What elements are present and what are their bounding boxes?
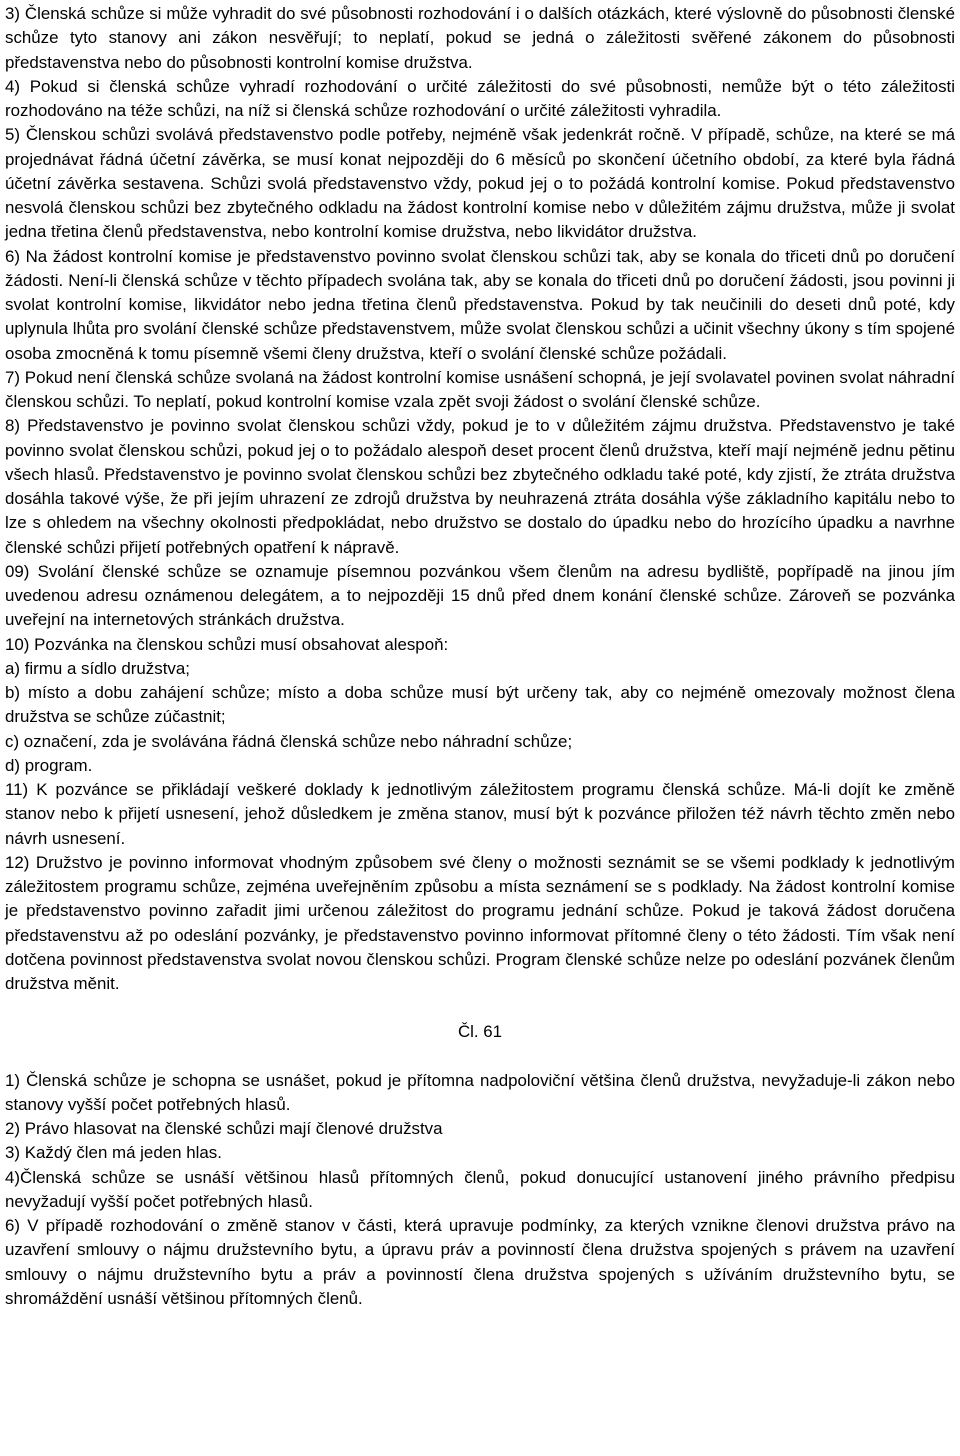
document-page [5,2,955,1311]
paragraph-3: 3) Členská schůze si může vyhradit do své působnosti rozhodování i o dalších otázkách, které výslovně do působnosti členské schůze tyto stanovy ani zákon nesvěřují; to neplatí, pokud se jedná o záležitosti svěřené zákonem do působnosti představenstva nebo do působnosti kontrolní komise družstva. [5,4,955,72]
article-paragraph-1: 1) Členská schůze je schopna se usnášet, pokud je přítomna nadpoloviční většina členů družstva, nevyžaduje-li zákon nebo stanovy vyšší počet potřebných hlasů. [5,1070,955,1114]
paragraph-12: 12) Družstvo je povinno informovat vhodným způsobem své členy o možnosti seznámit se se všemi podklady k jednotlivým záležitostem programu schůze, zejména uveřejněním způsobu a místa seznámení se s podklady. Na žádost kontrolní komise je představenstvo povinno zařadit jimi určenou záležitost do programu jednání schůze. Pokud je taková žádost doručena představenstvu až po odeslání pozvánky, je představenstvo povinno informovat přítomné členy o této žádosti. Tím však není dotčena povinnost představenstva svolat novou členskou schůzi. Program členské schůze nelze po odeslání pozvánek členům družstva měnit. [5,852,955,993]
paragraph-11: 11) K pozvánce se přikládají veškeré doklady k jednotlivým záležitostem programu členská schůze. Má-li dojít ke změně stanov nebo k přijetí usnesení, jehož důsledkem je změna stanov, musí být k pozvánce přiložen též návrh těchto změn nebo návrh usnesení. [5,780,955,848]
paragraph-7: 7) Pokud není členská schůze svolaná na žádost kontrolní komise usnášení schopná, je její svolavatel povinen svolat náhradní členskou schůzi. To neplatí, pokud kontrolní komise vzala zpět svoji žádost o svolání členské schůze. [5,367,955,411]
paragraph-10: 10) Pozvánka na členskou schůzi musí obsahovat alespoň: [5,634,449,654]
list-item: a) firmu a sídlo družstva; [5,658,190,678]
paragraph-8: 8) Představenstvo je povinno svolat členskou schůzi vždy, pokud je to v důležitém zájmu družstva. Představenstvo je také povinno svolat členskou schůzi, pokud jej o to požádalo alespoň deset procent členů družstva, kteří mají nejméně jednu pětinu všech hlasů. Představenstvo je povinno svolat členskou schůzi bez zbytečného odkladu také poté, kdy zjistí, že ztráta družstva dosáhla takové výše, že při jejím uhrazení ze zdrojů družstva by neuhrazená ztráta dosáhla výše základního kapitálu nebo to lze s ohledem na všechny okolnosti předpokládat, nebo družstvo se dostalo do úpadku nebo do hrozícího úpadku a navrhne členské schůzi přijetí potřebných opatření k nápravě. [5,416,955,557]
article-paragraph-3: 3) Každý člen má jeden hlas. [5,1143,222,1163]
invitation-list [5,657,955,778]
article-paragraph-6: 6) V případě rozhodování o změně stanov v části, která upravuje podmínky, za kterých vznikne členovi družstva právo na uzavření smlouvy o nájmu družstevního bytu, a úpravu práv a povinností člena družstva spojených s právem na uzavření smlouvy o nájmu družstevního bytu a práv a povinností člena družstva spojených s užíváním družstevního bytu, se shromáždění usnáší většinou přítomných členů. [5,1216,955,1308]
list-item: b) místo a dobu zahájení schůze; místo a doba schůze musí být určeny tak, aby co nejméně omezovaly možnost člena družstva se schůze zúčastnit; [5,683,955,727]
list-item: d) program. [5,755,93,775]
paragraph-6: 6) Na žádost kontrolní komise je představenstvo povinno svolat členskou schůzi tak, aby se konala do třiceti dnů po doručení žádosti. Není-li členská schůze v těchto případech svolána tak, aby se konala do třiceti dnů po doručení žádosti, jsou povinni ji svolat kontrolní komise, likvidátor nebo jedna třetina členů představenstva. Pokud by tak neučinili do deseti dnů poté, kdy uplynula lhůta pro svolání členské schůze představenstvem, může svolat členskou schůzi a učinit všechny úkony s tím spojené osoba zmocněná k tomu písemně všemi členy družstva, kteří o svolání členské schůze požádali. [5,246,955,363]
article-heading: Čl. 61 [457,1022,503,1042]
paragraph-9: 09) Svolání členské schůze se oznamuje písemnou pozvánkou všem členům na adresu bydliště, popřípadě na jinou jím uvedenou adresu oznámenou delegátem, a to nejpozději 15 dnů před dnem konání členské schůze. Zároveň se pozvánka uveřejní na internetových stránkách družstva. [5,561,955,630]
paragraph-5: 5) Členskou schůzi svolává představenstvo podle potřeby, nejméně však jedenkrát ročně. V případě, schůze, na které se má projednávat řádná účetní závěrka, se musí konat nejpozději do 6 měsíců po skončení účetního období, za které byla řádná účetní závěrka sestavena. Schůzi svolá představenstvo vždy, pokud jej o to požádá kontrolní komise. Pokud představenstvo nesvolá členskou schůzi bez zbytečného odkladu na žádost kontrolní komise nebo v důležitém zájmu družstva, může ji svolat jedna třetina členů představenstva, nebo kontrolní komise družstva, nebo likvidátor družstva. [5,125,955,242]
article-paragraph-4: 4)Členská schůze se usnáší většinou hlasů přítomných členů, pokud donucující ustanovení jiného právního předpisu nevyžadují vyšší počet potřebných hlasů. [5,1167,955,1211]
list-item: c) označení, zda je svolávána řádná členská schůze nebo náhradní schůze; [5,731,573,751]
article-paragraph-2: 2) Právo hlasovat na členské schůzi mají členové družstva [5,1119,443,1138]
paragraph-4: 4) Pokud si členská schůze vyhradí rozhodování o určité záležitosti do své působnosti, nemůže být o této záležitosti rozhodováno na téže schůzi, na níž si členská schůze rozhodování o určité záležitosti vyhradila. [5,76,955,120]
